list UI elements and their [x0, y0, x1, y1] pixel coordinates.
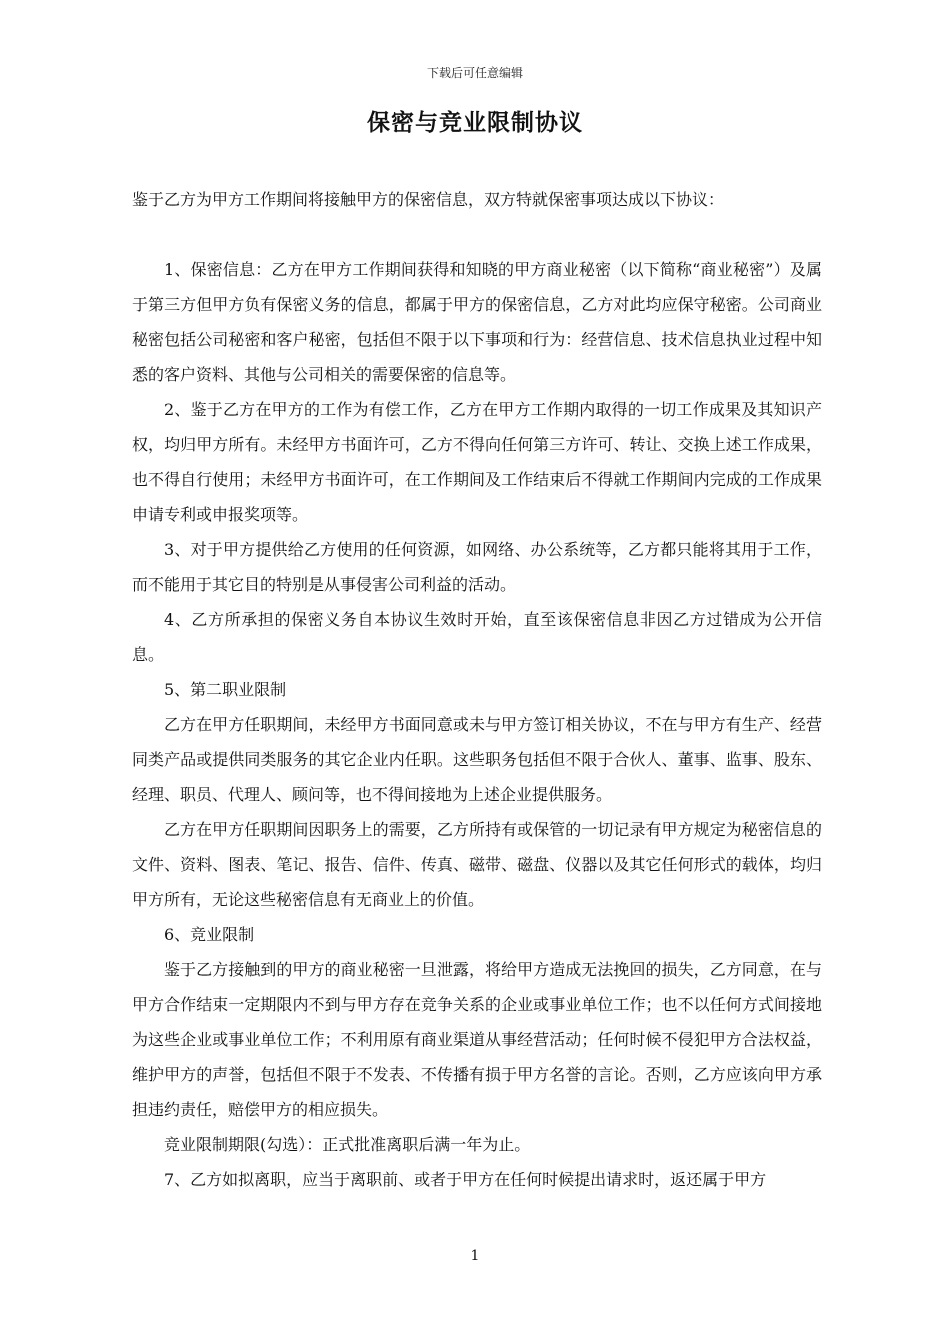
- clause-6-paragraph-1: 鉴于乙方接触到的甲方的商业秘密一旦泄露，将给甲方造成无法挽回的损失，乙方同意，在与甲方合作结束一定期限内不到与甲方存在竞争关系的企业或事业单位工作；也不以任何方式间接地为这些企业或事业单位工作；不利用原有商业渠道从事经营活动；任何时候不侵犯甲方合法权益，维护甲方的声誉，包括但不限于不发表、不传播有损于甲方名誉的言论。否则，乙方应该向甲方承担违约责任，赔偿甲方的相应损失。: [132, 960, 822, 1119]
- non-compete-period: 竞业限制期限(勾选）：正式批准离职后满一年为止。: [164, 1135, 531, 1154]
- clause-5-paragraph-2: 乙方在甲方任职期间因职务上的需要，乙方所持有或保管的一切记录有甲方规定为秘密信息的文件、资料、图表、笔记、报告、信件、传真、磁带、磁盘、仪器以及其它任何形式的载体，均归甲方所有，无论这些秘密信息有无商业上的价值。: [132, 820, 822, 909]
- clause-3-resources: 3、对于甲方提供给乙方使用的任何资源，如网络、办公系统等，乙方都只能将其用于工作，而不能用于其它目的特别是从事侵害公司利益的活动。: [132, 540, 822, 594]
- clause-2-work-results: 2、鉴于乙方在甲方的工作为有偿工作，乙方在甲方工作期内取得的一切工作成果及其知识产权，均归甲方所有。未经甲方书面许可，乙方不得向任何第三方许可、转让、交换上述工作成果，也不得自行使用；未经甲方书面许可，在工作期间及工作结束后不得就工作期间内完成的工作成果申请专利或申报奖项等。: [132, 400, 822, 524]
- document-body: [132, 182, 822, 1197]
- clause-6-heading: 6、竞业限制: [164, 925, 255, 944]
- clause-1-confidential-info: 1、保密信息：乙方在甲方工作期间获得和知晓的甲方商业秘密（以下简称“商业秘密”）及属于第三方但甲方负有保密义务的信息，都属于甲方的保密信息，乙方对此均应保守秘密。公司商业秘密包括公司秘密和客户秘密，包括但不限于以下事项和行为：经营信息、技术信息执业过程中知悉的客户资料、其他与公司相关的需要保密的信息等。: [132, 260, 822, 384]
- clause-7-paragraph: 7、乙方如拟离职，应当于离职前、或者于甲方在任何时候提出请求时，返还属于甲方: [164, 1170, 767, 1189]
- clause-4-duration: 4、乙方所承担的保密义务自本协议生效时开始，直至该保密信息非因乙方过错成为公开信息。: [132, 610, 822, 664]
- clause-5-paragraph-1: 乙方在甲方任职期间，未经甲方书面同意或未与甲方签订相关协议，不在与甲方有生产、经营同类产品或提供同类服务的其它企业内任职。这些职务包括但不限于合伙人、董事、监事、股东、经理、职员、代理人、顾问等，也不得间接地为上述企业提供服务。: [132, 715, 822, 804]
- document-title: 保密与竞业限制协议: [367, 109, 583, 136]
- header-note: 下载后可任意编辑: [426, 66, 523, 80]
- page-number: 1: [470, 1248, 480, 1264]
- intro-paragraph: 鉴于乙方为甲方工作期间将接触甲方的保密信息，双方特就保密事项达成以下协议：: [132, 190, 725, 209]
- clause-5-heading: 5、第二职业限制: [164, 680, 287, 699]
